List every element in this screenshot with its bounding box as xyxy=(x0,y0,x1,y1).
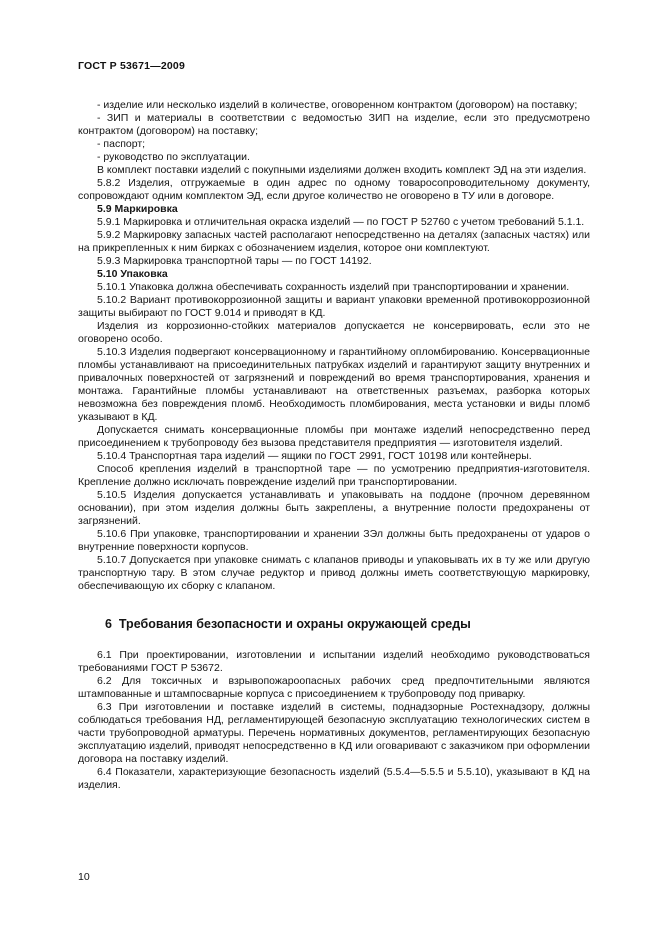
paragraph: 5.9.2 Маркировку запасных частей располагают непосредственно на деталях (запасных частях) или на прикрепленных к ним бирках с обозначением изделия, которое они комплектуют. xyxy=(78,229,590,254)
paragraph: 5.10.4 Транспортная тара изделий — ящики по ГОСТ 2991, ГОСТ 10198 или контейнеры. xyxy=(97,450,532,462)
list-item: - руководство по эксплуатации. xyxy=(97,151,250,163)
paragraph: 5.9.1 Маркировка и отличительная окраска изделий — по ГОСТ Р 52760 с учетом требований 5.1.1. xyxy=(97,216,585,228)
paragraph: 5.8.2 Изделия, отгружаемые в один адрес по одному товаросопроводительному документу, сопровождают одним комплектом ЭД, если другое количество не оговорено в ТУ или в договоре. xyxy=(78,177,590,202)
paragraph: В комплект поставки изделий с покупными изделиями должен входить комплект ЭД на эти изделия. xyxy=(97,164,587,176)
list-item: - ЗИП и материалы в соответствии с ведомостью ЗИП на изделие, если это предусмотрено контрактом (договором) на поставку; xyxy=(78,112,590,137)
document-content xyxy=(78,99,590,792)
section-heading: 6 Требования безопасности и охраны окружающей среды xyxy=(105,617,471,631)
paragraph: Допускается снимать консервационные пломбы при монтаже изделий непосредственно перед присоединением к трубопроводу без вызова представителя предприятия — изготовителя изделий. xyxy=(78,424,590,449)
paragraph: 6.2 Для токсичных и взрывопожароопасных рабочих сред предпочтительными являются штампованные и штампосварные корпуса с присоединением к трубопроводу под приварку. xyxy=(78,675,590,700)
paragraph: 5.10.3 Изделия подвергают консервационному и гарантийному опломбированию. Консервационные пломбы устанавливают на присоединительных патрубках изделий и гарантируют защиту внутренних и привалочных поверхностей от загрязнений и повреждений во время транспортирования, хранения и монтажа. Гарантийные пломбы устанавливают на ответственных разъемах, разборка которых невозможна без повреждения пломб. Необходимость пломбирования, места установки и виды пломб указывают в КД. xyxy=(78,346,590,423)
list-item: - изделие или несколько изделий в количестве, оговоренном контрактом (договором) на поставку; xyxy=(97,99,578,111)
paragraph: Изделия из коррозионно-стойких материалов допускается не консервировать, если это не оговорено особо. xyxy=(78,320,590,345)
doc-number: ГОСТ Р 53671—2009 xyxy=(78,60,186,72)
page-number: 10 xyxy=(78,871,90,883)
list-item: - паспорт; xyxy=(97,138,146,150)
paragraph: 5.10.1 Упаковка должна обеспечивать сохранность изделий при транспортировании и хранении. xyxy=(97,281,570,293)
paragraph: 5.10.2 Вариант противокоррозионной защиты и вариант упаковки временной противокоррозионной защиты выбирают по ГОСТ 9.014 и приводят в КД. xyxy=(78,294,590,319)
paragraph: 6.4 Показатели, характеризующие безопасность изделий (5.5.4—5.5.5 и 5.5.10), указывают в КД на изделия. xyxy=(78,766,590,791)
subsection-heading: 5.10 Упаковка xyxy=(97,268,168,280)
paragraph: Способ крепления изделий в транспортной таре — по усмотрению предприятия-изготовителя. Крепление должно исключать повреждение изделий при транспортировании. xyxy=(78,463,590,488)
subsection-heading: 5.9 Маркировка xyxy=(97,203,178,215)
paragraph: 5.10.7 Допускается при упаковке снимать с клапанов приводы и упаковывать их в ту же или другую транспортную тару. В этом случае редуктор и привод должны иметь соответствующую маркировку, обеспечивающую их сборку с клапаном. xyxy=(78,554,590,592)
paragraph: 5.9.3 Маркировка транспортной тары — по ГОСТ 14192. xyxy=(97,255,372,267)
paragraph: 5.10.6 При упаковке, транспортировании и хранении ЗЭл должны быть предохранены от ударов о внутренние поверхности корпусов. xyxy=(78,528,590,553)
paragraph: 6.1 При проектировании, изготовлении и испытании изделий необходимо руководствоваться требованиями ГОСТ Р 53672. xyxy=(78,649,590,674)
paragraph: 5.10.5 Изделия допускается устанавливать и упаковывать на поддоне (прочном деревянном основании), при этом изделия должны быть закреплены, а внутренние полости предохранены от загрязнений. xyxy=(78,489,590,527)
paragraph: 6.3 При изготовлении и поставке изделий в системы, поднадзорные Ростехнадзору, должны соблюдаться требования НД, регламентирующей безопасную эксплуатацию технологических систем в части трубопроводной арматуры. Перечень нормативных документов, регламентирующих безопасную эксплуатацию изделий, приводят непосредственно в КД или оговаривают с заказчиком при оформлении договора на поставку изделий. xyxy=(78,701,590,765)
